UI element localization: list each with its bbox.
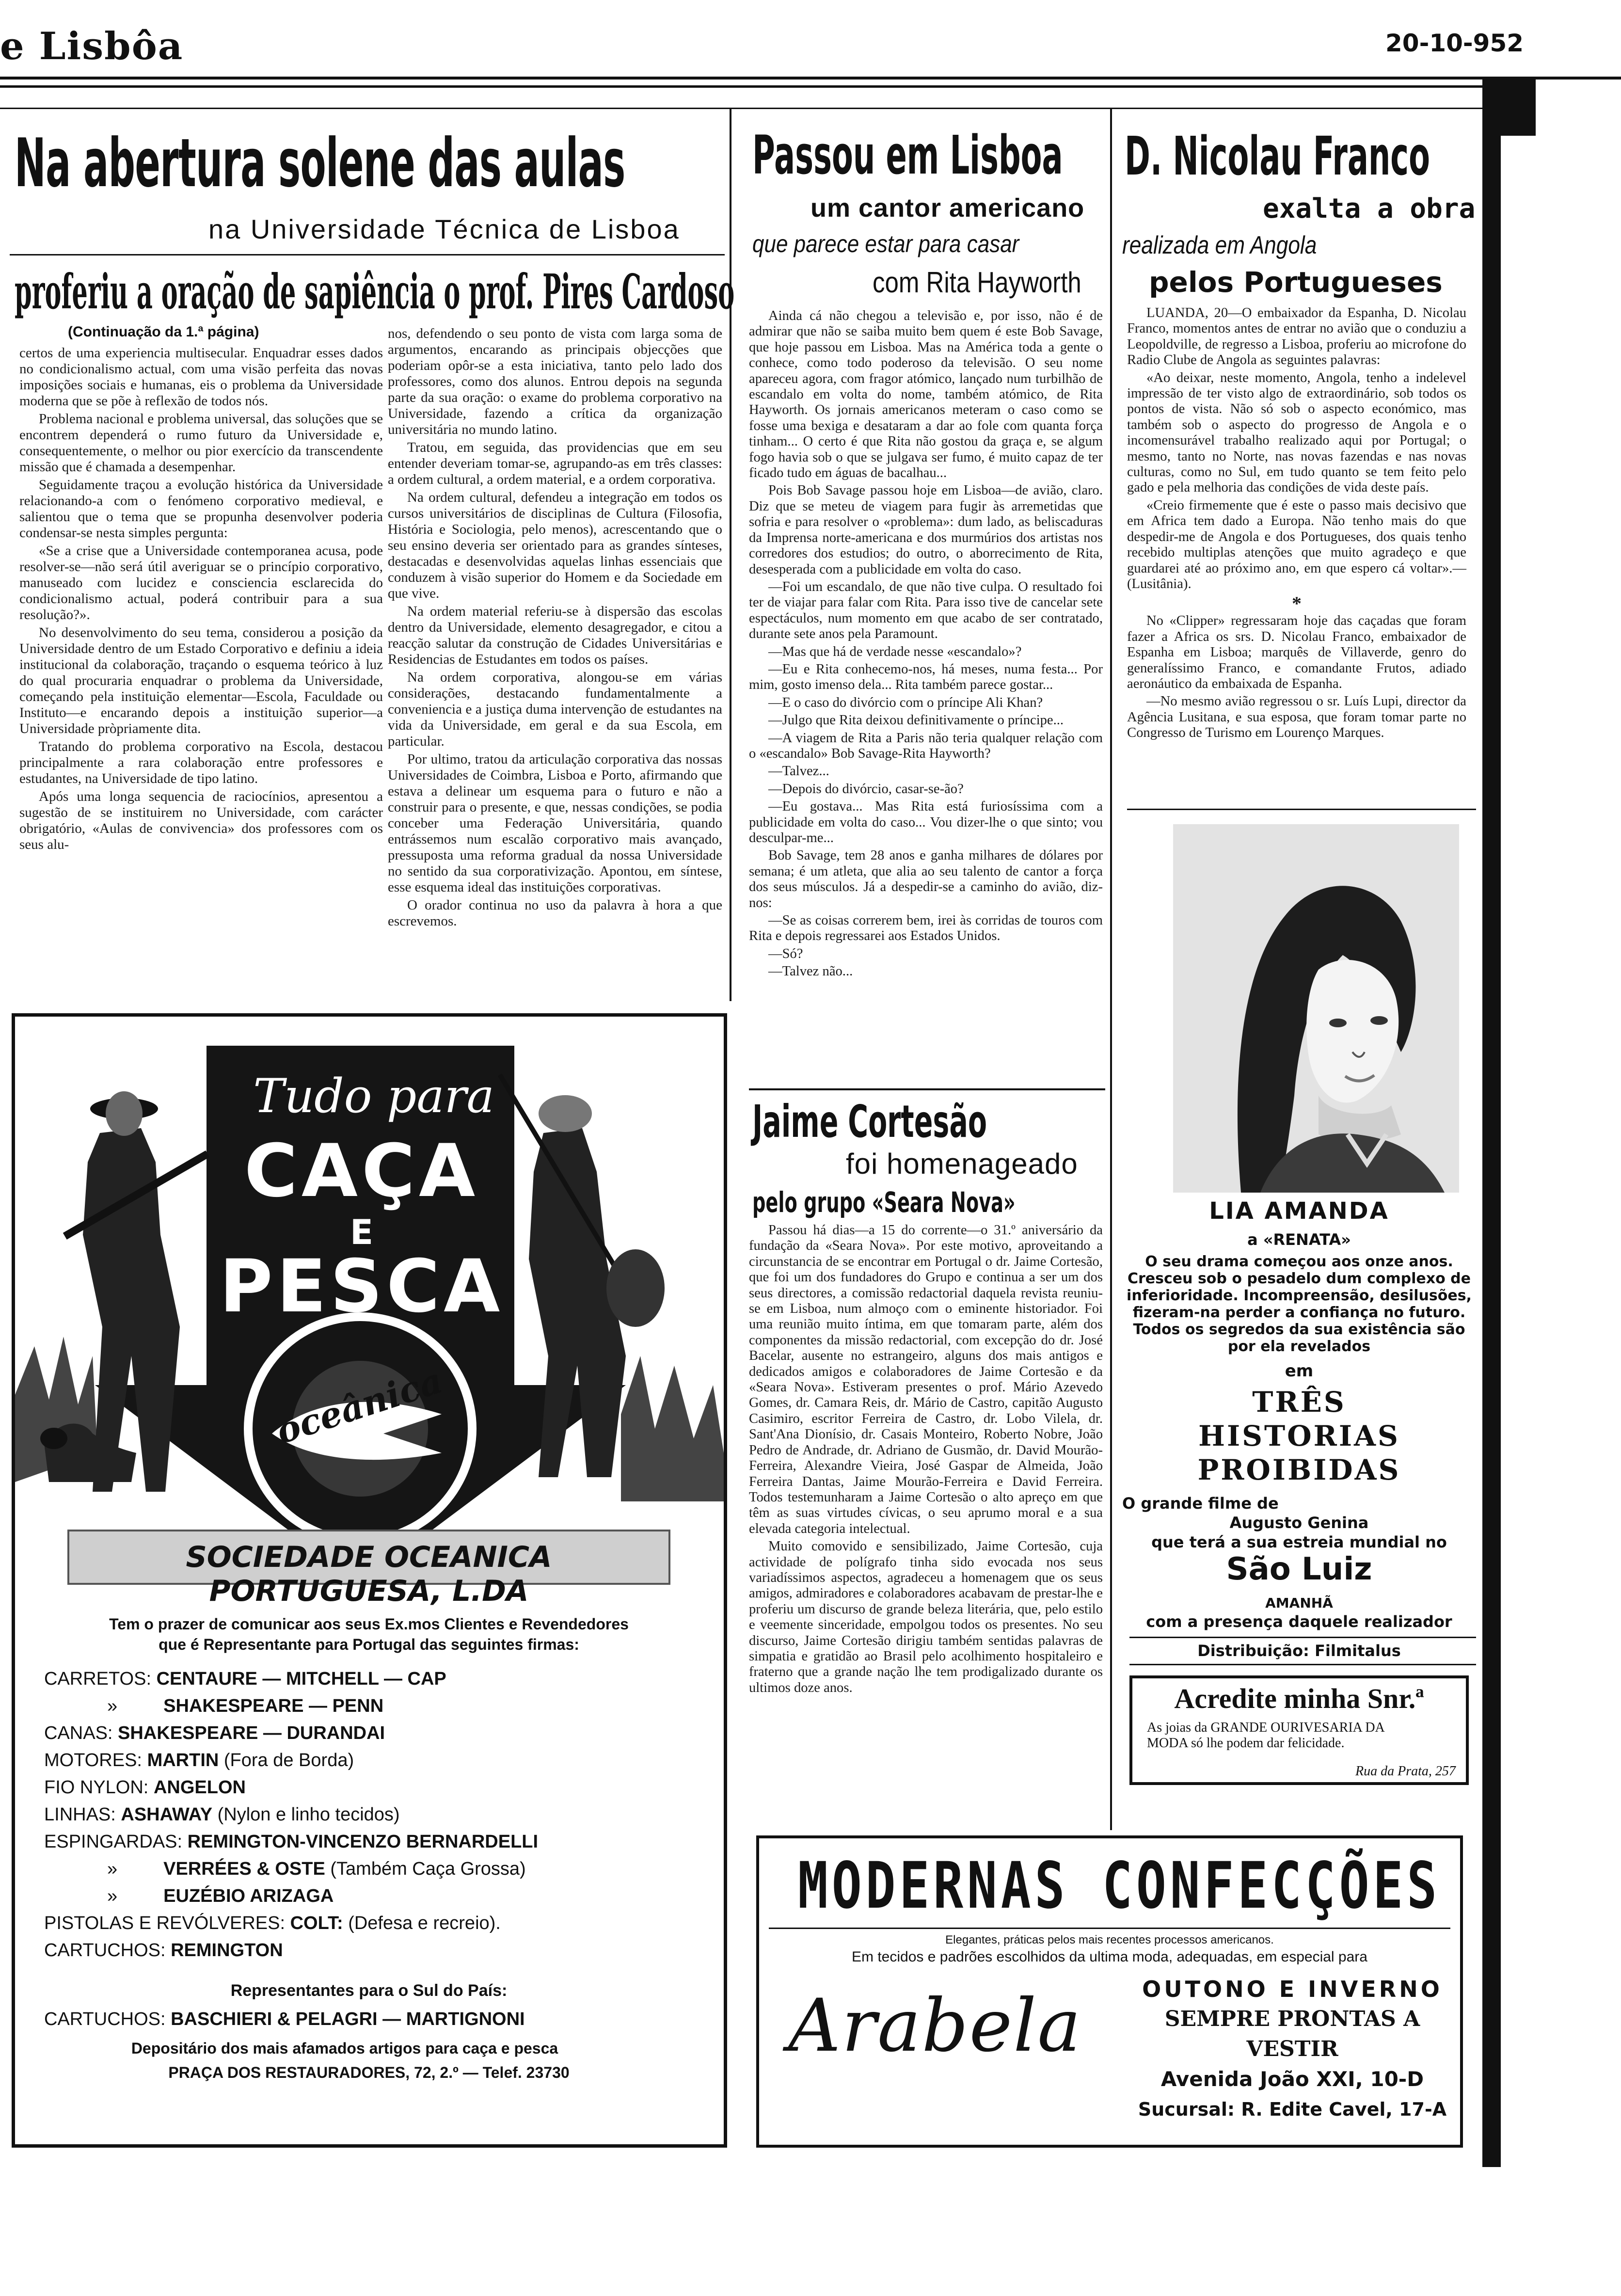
ad-line-value: SHAKESPEARE — PENN — [163, 1696, 384, 1716]
ad-line — [44, 1801, 538, 1828]
ad-line-key: CANAS: — [44, 1723, 113, 1743]
article-col-1 — [19, 345, 383, 855]
article-kicker: na Universidade Técnica de Lisboa — [208, 214, 680, 244]
paragraph: —Só? — [768, 946, 803, 961]
paragraph: No «Clipper» regressaram hoje das caçadas que foram fazer a Africa os srs. D. Nicolau Franco, embaixador de Espanha em Lisboa; marquês de Villaverde, genro do generalíssimo Franco, e comandante Frutos, adiado aeronáutico da embaixada de Espanha. — [1127, 613, 1466, 691]
article-sub: exalta a obra — [1263, 193, 1476, 224]
ad-line-value: ASHAWAY — [121, 1804, 213, 1825]
paragraph: Na ordem corporativa, alongou-se em várias considerações, destacando fundamentalmente a conveniencia e a justiça duma intervenção de estudantes na vida da Universidade, em geral e da sua Escola, em particular. — [388, 670, 722, 749]
masthead-title: e Lisbôa — [0, 24, 184, 68]
ad-line — [44, 1665, 538, 1692]
distribution: Distribuição: Filmitalus — [1197, 1642, 1401, 1660]
film-line: O grande filme de — [1122, 1494, 1279, 1513]
paragraph: Muito comovido e sensibilizado, Jaime Cortesão, cuja actividade de polígrafo tinha sido evocada nos seus variadíssimos aspectos, agradeceu a homenagem que os seus amigos, admiradores e colaboradores acabavam de prestar-lhe e proferiu um discurso de grande beleza literária, que, pelo estilo e veemente sinceridade, empolgou todos os presentes. No seu discurso, Jaime Cortesão dirigiu também sentidas palavras de simpatia e gratidão ao Brasil pelo acolhimento hospitaleiro e fraterno que a grande nação lhe tem prodigalizado durante os ultimos doze anos. — [749, 1539, 1103, 1695]
kicker-rule — [10, 254, 725, 255]
paragraph: Problema nacional e problema universal, das soluções que se encontrem dependerá o rumo futuro da Universidade e, consequentemente, o melhor ou pior exercício da transcendente missão que é chamada a desempenhar. — [19, 411, 383, 475]
ad-pesca: PESCA — [219, 1244, 504, 1329]
masthead-rule-thin2 — [0, 108, 1488, 109]
masthead-date: 20-10-952 — [1385, 29, 1524, 57]
ad-line-key: » — [107, 1859, 118, 1879]
paragraph: Na ordem cultural, defendeu a integração em todos os cursos universitários de disciplinas de Cultura (Filosofia, História e Sociologia, pelo menos), acrescentando que o seu ensino deveria ser orientado para as grandes sínteses, destacadas e desenvolvidas aquelas linhas essenciais que conduzem à visão superior do Homem e da Sociedade em que vive. — [388, 490, 722, 601]
ad-line-note: (Também Caça Grossa) — [330, 1859, 526, 1879]
ad-line-value: BASCHIERI & PELAGRI — MARTIGNONI — [171, 2009, 525, 2029]
ad-line-key: MOTORES: — [44, 1750, 142, 1770]
paragraph: —Talvez não... — [768, 964, 853, 979]
column-rule-2 — [1110, 109, 1112, 1830]
paragraph: Passou há dias—a 15 do corrente—o 31.º aniversário da fundação da «Seara Nova». Por este motivo, aproveitando a circunstancia de se encontrar em Portugal o dr. Jaime Cortesão, que foi um dos fundadores do Grupo e continua a ser um dos seus directores, a comissão redactorial daquela revista reuniu-se em Lisboa, num almoço com o eminente historiador. Foi uma reunião muito íntima, em que tomaram parte, além dos componentes da missão redactorial, com excepção do dr. José Bacelar, ausente no estrangeiro, alguns dos mais antigos e dedicados amigos e colaboradores de Jaime Cortesão e da «Seara Nova». Estiveram presentes o prof. Mário Azevedo Gomes, dr. Camara Reis, dr. Mário de Castro, capitão Augusto Casimiro, escritor Ferreira de Castro, dr. Lobo Vilela, dr. Sant'Ana Dionísio, dr. Casais Monteiro, Roberto Nobre, João Pedro de Andrade, dr. Adriano de Gusmão, dr. David Mourão-Ferreira, Alexandre Vieira, José Gaspar de Almeida, João Ferreira Dantas, Jaime Mourão-Ferreira e David Ferreira. Todos testemunharam a Jaime Cortesão o alto apreço em que têm as suas virtudes cívicas, o seu aprumo moral e a sua elevada categoria intelectual. — [749, 1223, 1103, 1536]
actress-photo — [1173, 824, 1459, 1193]
ad-line — [44, 1937, 538, 1964]
ad-line-value: REMINGTON — [171, 1940, 283, 1961]
paragraph: —Talvez... — [768, 764, 829, 779]
ad-e: E — [350, 1212, 373, 1252]
paragraph: certos de uma experiencia multisecular. Enquadrar esses dados no condicionalismo actual, com uma visão perfeita das novas imposições sociais e humanas, eis o problema da Universidade moderna que se põe à reflexão de todos nós. — [19, 345, 383, 409]
article-col-2 — [388, 326, 722, 931]
right-edge-bar — [1482, 78, 1501, 2167]
right-edge-block — [1482, 78, 1536, 136]
ad-line — [44, 1910, 538, 1937]
paragraph: No desenvolvimento do seu tema, considerou a posição da Universidade dentro de um Estado Corporativo e definiu a ideia institucional da colaboração, traçando o esquema teórico à luz do qual procuraria enquadrar o problema da Universidade, começando pela instituição elementar—Escola, Faculdade ou Instituto—e encarando depois a instituição superior—a Universidade pròpriamente dita. — [19, 625, 383, 736]
star-separator: * — [1292, 592, 1302, 615]
film-line: AMANHÃ — [1265, 1595, 1333, 1611]
ad-line — [44, 1747, 538, 1774]
acredite-ad — [1129, 1675, 1469, 1785]
modernas-signature: Arabela — [788, 1984, 1082, 2068]
paragraph: —No mesmo avião regressou o sr. Luís Lupi, director da Agência Lusitana, e sua esposa, que foram tomar parte no Congresso de Turismo em Lourenço Marques. — [1127, 694, 1466, 741]
section-rule — [749, 1088, 1105, 1090]
ad-product-list — [44, 1665, 538, 1964]
paragraph: Após uma longa sequencia de raciocínios, apresentou a sugestão de se instituirem no Universidade, com carácter obrigatório, «Aulas de convivencia» dos professores com os seus alu- — [19, 789, 383, 852]
acredite-address: Rua da Prata, 257 — [1355, 1764, 1456, 1779]
paragraph: nos, defendendo o seu ponto de vista com larga soma de argumentos, encarando as principais objecções que poderiam opôr-se a esta iniciativa, tanto pelo lado dos professores, como dos alunos. Entrou depois na segunda parte da sua oração: o exame do problema corporativo na Universidade, fazendo a crítica da organização universitária no mundo latino. — [388, 326, 722, 437]
article-deck: proferiu a oração de sapiência o prof. Pires Cardoso — [15, 264, 735, 320]
ad-line — [44, 1855, 538, 1882]
ad-line-value: REMINGTON-VINCENZO BERNARDELLI — [187, 1832, 539, 1852]
paragraph: «Se a crise que a Universidade contemporanea acusa, pode resolver-se—não será útil averiguar se o princípio corporativo, manuseado com lucidez e consciencia esclarecida do condicionalismo actual, poderá contribuir para a sua resolução?». — [19, 543, 383, 622]
ad-line-key: CARRETOS: — [44, 1669, 152, 1689]
paragraph: —Depois do divórcio, casar-se-ão? — [768, 781, 964, 797]
paragraph: Tratando do problema corporativo na Escola, destacou principalmente a rara colaboração entre professores e estudantes, na Universidade de tipo latino. — [19, 739, 383, 786]
ad-line-key: ESPINGARDAS: — [44, 1832, 183, 1852]
acredite-text: As joias da GRANDE OURIVESARIA DA MODA só lhe podem dar felicidade. — [1147, 1720, 1384, 1751]
cinema-name: São Luiz — [1226, 1551, 1372, 1587]
paragraph: —Foi um escandalo, de que não tive culpa. O resultado foi ter de viajar para falar com Rita. Para isso tive de cancelar sete espectáculos, num momento em que acabo de ser contratado, durante sete anos pela Paramount. — [749, 579, 1103, 642]
paragraph: —Eu gostava... Mas Rita está furiosíssima com a publicidade em volta do caso... Vou dizer-lhe o que sinto; vou desculpar-me... — [749, 799, 1103, 845]
ad-line-value: CENTAURE — MITCHELL — CAP — [156, 1669, 446, 1689]
ad-line-key: » — [107, 1696, 118, 1716]
article-sub: foi homenageado — [846, 1148, 1078, 1180]
ad-brand-logo: oceânica — [271, 1359, 447, 1452]
paragraph: Ainda cá não chegou a televisão e, por isso, não é de admirar que não se saiba muito bem quem é este Bob Savage, que hoje passou em Lisboa. Mas na América toda a gente o conhece, como todo poderoso da televisão. O seu nome apareceu agora, com fragor atómico, lançado num turbilhão de escandalo em volta do nome, também atómico, de Rita Hayworth. Os jornais americanos meteram o caso como se fosse uma bexiga e desataram a dar ao fole com quanta força tinham... O certo é que Rita não gostou da graça e, se algum fogo havia sob o que se julgava ser fumo, é muito capaz de ter ficado tudo em águas de bacalhau... — [749, 308, 1103, 481]
article-body — [749, 308, 1103, 982]
actress-role: a «RENATA» — [1247, 1230, 1351, 1249]
modernas-tagline: Elegantes, práticas pelos mais recentes processos americanos. — [945, 1933, 1274, 1946]
ad-line-key: PISTOLAS E REVÓLVERES: — [44, 1913, 286, 1933]
article-sub: realizada em Angola — [1122, 231, 1317, 259]
paragraph: Pois Bob Savage passou hoje em Lisboa—de avião, claro. Diz que se meteu de viagem para fugir às arremetidas que sofria e para resolver o «problema»: dum lado, as beliscaduras da Imprensa norte-americana e dos murmúrios dos artistas nos corredores dos estudios; do outro, o aborrecimento de Rita, desesperada com a publicidade em volta do caso. — [749, 483, 1103, 577]
ad-line-note: (Defesa e recreio). — [348, 1913, 501, 1933]
article-sub: pelos Portugueses — [1149, 266, 1443, 299]
column-rule-1 — [730, 109, 731, 1001]
article-headline: Na abertura solene das aulas — [15, 124, 625, 202]
ad-line — [44, 1720, 538, 1747]
paragraph: Tratou, em seguida, das providencias que em seu entender deveriam tomar-se, agrupando-as em três classes: a ordem cultural, a ordem material, e a ordem corporativa. — [388, 440, 722, 487]
ad-line-key: CARTUCHOS: — [44, 1940, 166, 1961]
film-line: que terá a sua estreia mundial no — [1151, 1533, 1447, 1551]
modernas-rule — [769, 1928, 1450, 1929]
paragraph: —Eu e Rita conhecemo-nos, há meses, numa festa... Por mim, gosto imenso dela... Rita também parece gostar... — [749, 661, 1103, 693]
modernas-title: MODERNAS CONFECÇÕES — [798, 1849, 1441, 1923]
paragraph: O orador continua no uso da palavra à hora a que escrevemos. — [388, 897, 722, 929]
paragraph: Por ultimo, tratou da articulação corporativa das nossas Universidades de Coimbra, Lisboa e Porto, afirmando que estava a delinear um esquema para o futuro e não a construir para o presente, e que, nessas condições, se podia conceber uma Federação Universitária, quando entrássemos num escalão corporativo mais avançado, pressuposta uma reforma gradual da nossa Universidade no sentido da sua corporativização. Apontou, em síntese, esse esquema ideal das instituições corporativas. — [388, 751, 722, 895]
masthead-rule-thick — [0, 77, 1621, 80]
ad-line-value: SHAKESPEARE — DURANDAI — [118, 1723, 385, 1743]
ad-line-value: EUZÉBIO ARIZAGA — [163, 1886, 334, 1906]
masthead-rule-thin — [0, 85, 1488, 88]
ad-line-key: LINHAS: — [44, 1804, 116, 1825]
ad-rep-line — [44, 2006, 525, 2033]
film-line: com a presença daquele realizador — [1146, 1612, 1452, 1631]
film-blurb: O seu drama começou aos onze anos. Cresceu sob o pesadelo dum complexo de inferioridade. Incompreensão, desilusões, fizeram-na perder a confiança no futuro. Todos os segredos da sua existência são por ela revelados — [1127, 1253, 1472, 1355]
article-sub: pelo grupo «Seara Nova» — [752, 1186, 1016, 1219]
ad-line — [44, 1828, 538, 1855]
ad-line-key: CARTUCHOS: — [44, 2009, 166, 2029]
modernas-line: Sucursal: R. Edite Cavel, 17-A — [1138, 2099, 1447, 2120]
paragraph: —A viagem de Rita a Paris não teria qualquer relação com o «escandalo» Bob Savage-Rita Hayworth? — [749, 730, 1103, 761]
ad-line-key: » — [107, 1886, 118, 1906]
ad-caca: CAÇA — [244, 1129, 479, 1213]
film-title-2: HISTORIAS — [1198, 1419, 1400, 1452]
paragraph: «Creio firmemente que é este o passo mais decisivo que em Africa tem dado a Europa. Não tenho mais do que despedir-me de Angola e dos Portugueses, dos quais tenho recebido multiplas atenções que muito agradeço e que guardarei até ao próximo ano, em que espero cá voltar».—(Lusitânia). — [1127, 497, 1466, 591]
actress-name: LIA AMANDA — [1209, 1197, 1389, 1225]
ad-line-value: VERRÉES & OSTE — [163, 1859, 325, 1879]
section-rule — [1127, 809, 1476, 810]
ad-company: SOCIEDADE OCEANICA PORTUGUESA, L.DA — [186, 1540, 552, 1608]
modernas-right-block — [1137, 1974, 1447, 2124]
article-sub: um cantor americano — [810, 193, 1085, 223]
article-headline: D. Nicolau Franco — [1125, 125, 1430, 187]
ad-line-value: COLT: — [290, 1913, 343, 1933]
paragraph: Na ordem material referiu-se à dispersão das escolas dentro da Universidade, elemento desagregador, e citou a reacção salutar da construção de Cidades Universitárias e Residencias de Estudantes em todos os países. — [388, 604, 722, 667]
paragraph: LUANDA, 20—O embaixador da Espanha, D. Nicolau Franco, momentos antes de entrar no avião que o conduziu a Leopoldville, de regresso a Lisboa, proferiu ao microfone do Radio Clube de Angola as seguintes palavras: — [1127, 305, 1466, 368]
article-body — [749, 1223, 1103, 1698]
section-rule — [1129, 1664, 1476, 1665]
film-title-3: PROIBIDAS — [1197, 1453, 1401, 1486]
continuation-note: (Continuação da 1.ª página) — [68, 324, 259, 340]
ad-line-value: ANGELON — [153, 1777, 246, 1798]
ad-depot: Depositário dos mais afamados artigos para caça e pesca — [131, 2040, 558, 2057]
modernas-tagline: Em tecidos e padrões escolhidos da ultima moda, adequadas, em especial para — [852, 1949, 1367, 1965]
article-headline: Jaime Cortesão — [752, 1096, 987, 1148]
ad-line — [44, 1692, 538, 1720]
article-headline: Passou em Lisboa — [752, 124, 1063, 186]
modernas-line: OUTONO E INVERNO — [1142, 1976, 1443, 2002]
paragraph: Seguidamente traçou a evolução histórica da Universidade relacionando-a com o fenómeno corporativo medieval, e salientou que o tema que se propunha desenvolver poderia condensar-se nesta simples pergunta: — [19, 477, 383, 541]
paragraph: —E o caso do divórcio com o príncipe Ali Khan? — [768, 695, 1043, 710]
ad-rep-title: Representantes para o Sul do País: — [230, 1981, 508, 2000]
modernas-line: Avenida João XXI, 10-D — [1160, 2067, 1424, 2091]
ad-intro: Tem o prazer de comunicar aos seus Ex.mos Clientes e Revendedores que é Representante para Portugal das seguintes firmas: — [109, 1615, 629, 1653]
article-sub: que parece estar para casar — [752, 230, 1019, 257]
paragraph: —Se as coisas correrem bem, irei às corridas de touros com Rita e depois regressarei aos Estados Unidos. — [749, 913, 1103, 944]
ad-line — [44, 1774, 538, 1801]
acredite-title: Acredite minha Snr.ª — [1174, 1683, 1424, 1714]
ad-address: PRAÇA DOS RESTAURADORES, 72, 2.º — Telef. 23730 — [168, 2064, 570, 2081]
modernas-ad — [756, 1835, 1463, 2148]
caca-pesca-ad — [12, 1013, 727, 2148]
film-title-1: TRÊS — [1252, 1386, 1346, 1419]
film-director: Augusto Genina — [1229, 1514, 1369, 1532]
film-em: em — [1285, 1361, 1314, 1381]
ad-line-note: (Fora de Borda) — [223, 1750, 354, 1770]
paragraph: «Ao deixar, neste momento, Angola, tenho a indelevel impressão de ter visto algo de extraordinário, sob todos os pontos de vista. Não só sob o aspecto económico, mas também sob o aspecto do progresso de Angola e o incomensurável trabalho realizado aqui por Portugal; o mesmo, tanto no Norte, nas novas fazendas e nas novas culturas, como no Sul, em tudo quanto se tem feito pelo gado e pela melhoria das condições de vida deste país. — [1127, 370, 1466, 495]
article-body — [1127, 305, 1466, 743]
paragraph: —Mas que há de verdade nesse «escandalo»? — [768, 644, 1022, 659]
paragraph: Bob Savage, tem 28 anos e ganha milhares de dólares por semana; é um atleta, que alia ao seu talento de cantor a força dos seus músculos. Já a despedir-se a caminho do avião, diz-nos: — [749, 848, 1103, 910]
portrait-illustration — [1173, 824, 1459, 1193]
paragraph: —Julgo que Rita deixou definitivamente o príncipe... — [768, 713, 1064, 728]
section-rule — [1129, 1637, 1476, 1638]
ad-line-value: MARTIN — [147, 1750, 219, 1770]
ad-line — [44, 1882, 538, 1910]
ad-script: Tudo para — [253, 1069, 494, 1123]
ad-line-note: (Nylon e linho tecidos) — [217, 1804, 400, 1825]
ad-line-key: FIO NYLON: — [44, 1777, 149, 1798]
modernas-line: SEMPRE PRONTAS A VESTIR — [1164, 2007, 1420, 2061]
article-sub: com Rita Hayworth — [873, 266, 1081, 299]
